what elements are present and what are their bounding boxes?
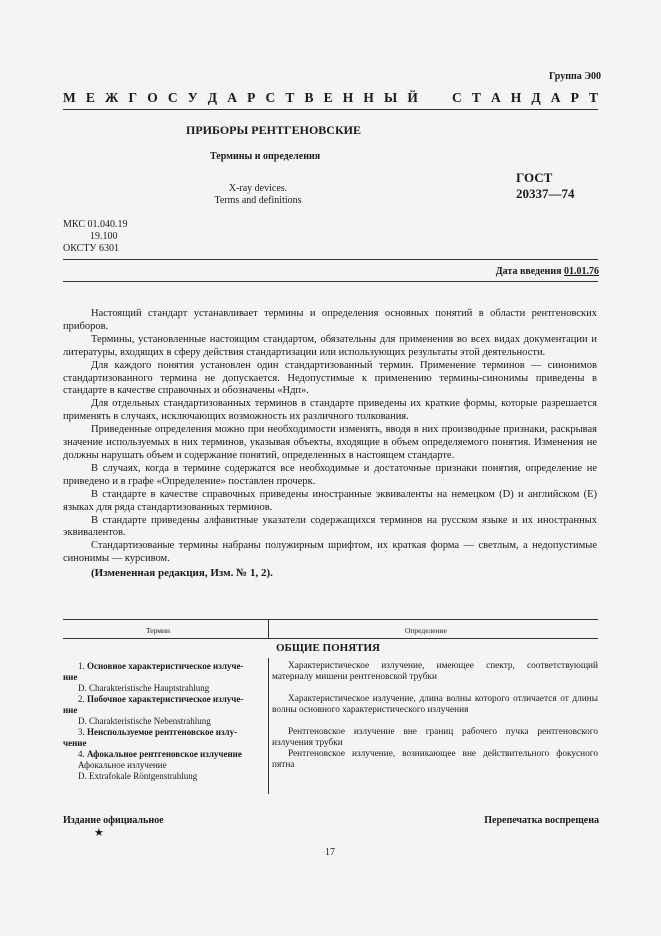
header-rule [63, 109, 598, 110]
date-rule [63, 281, 598, 282]
heading-letter: Е [85, 90, 95, 105]
gost-label: ГОСТ [516, 170, 553, 185]
heading-letter: О [147, 90, 158, 105]
definitions-column [272, 661, 598, 772]
term-name: Неиспользуемое рентгеновское излу- [87, 727, 238, 737]
gost-number: 20337—74 [516, 186, 575, 201]
date-label: Дата введения [495, 266, 562, 277]
heading-letter: Т [471, 90, 481, 105]
mks-code: МКС 01.040.19 [63, 219, 128, 230]
document-subtitle: Термины и определения [210, 151, 321, 162]
english-line-2: Terms and definitions [214, 195, 302, 206]
heading-letter: Н [363, 90, 374, 105]
heading-letter: Т [285, 90, 295, 105]
term-name-cont: ние [63, 705, 78, 715]
term-number: 2. [78, 694, 85, 704]
column-header-definition: Определение [405, 626, 447, 635]
page-number: 17 [325, 847, 335, 858]
paragraph: В стандарте в качестве справочных приведены иностранные эквиваленты на немецком (D) и английском (E) языках для ряда стандартизованных терминов. [63, 488, 597, 513]
paragraph: В случаях, когда в термине содержатся все необходимые и достаточные признаки понятия, определение не приведено и в графе «Определение» поставлен прочерк. [63, 462, 597, 487]
term-row [63, 694, 266, 705]
interstate-word [63, 90, 418, 106]
heading-letter: С [265, 90, 276, 105]
term-name: Основное характеристическое излуче- [87, 661, 244, 671]
heading-letter: Р [247, 90, 256, 105]
heading-letter: А [227, 90, 237, 105]
heading-letter: Й [407, 90, 418, 105]
term-row [63, 661, 266, 672]
heading-letter: Р [570, 90, 579, 105]
term-number: 3. [78, 727, 85, 737]
heading-letter: Д [207, 90, 218, 105]
terms-column [63, 661, 266, 782]
paragraph: Для каждого понятия установлен один стандартизованный термин. Применение терминов — синонимов стандартизованного термина не допускается. Недопустимые к применению термины-синонимы приведены в стандарте в качестве справочных и обозначены «Ндп». [63, 359, 597, 397]
table-divider [268, 658, 269, 794]
heading-letter: С [167, 90, 178, 105]
english-line-1: X-ray devices. [228, 183, 288, 194]
term-number: 4. [78, 749, 85, 759]
paragraph: Для отдельных стандартизованных терминов в стандарте приведены их краткие формы, которые разрешается применять в случаях, исключающих возможность их различного толкования. [63, 398, 597, 423]
table-head-rule [63, 638, 598, 639]
reprint-notice: Перепечатка воспрещена [484, 815, 599, 826]
definition: Рентгеновское излучение, возникающее вне действительного фокусного пятна [272, 749, 598, 771]
group-label: Группа Э00 [549, 71, 601, 82]
heading-letter: Н [342, 90, 354, 105]
heading-letter: С [452, 90, 462, 105]
mks-code-2: 19.100 [90, 231, 118, 242]
term-name-cont: ние [63, 672, 78, 682]
paragraph: Стандартизованые термины набраны полужирным шрифтом, их краткая форма — светлым, а недопустимые синонимы — курсивом. [63, 540, 597, 565]
term-equivalent: D. Charakteristische Nebenstrahlung [78, 716, 211, 726]
english-title [213, 183, 303, 207]
star-icon: ★ [94, 827, 104, 839]
heading-letter: М [63, 90, 76, 105]
term-equivalent: D. Extrafokale Röntgenstrahlung [78, 771, 198, 781]
heading-letter: В [304, 90, 314, 105]
table-top-rule [63, 619, 598, 620]
okstu-code: ОКСТУ 6301 [63, 243, 120, 254]
introduction-text [63, 308, 597, 580]
heading-letter: А [550, 90, 561, 105]
column-header-term: Термин [146, 626, 171, 635]
term-number: 1. [78, 661, 85, 671]
term-row [63, 749, 266, 760]
term-name: Афокальное рентгеновское излучение [87, 749, 242, 759]
heading-letter: Е [323, 90, 333, 105]
definition: Характеристическое излучение, имеющее спектр, соответствующий материалу мишени рентгеновской трубки [272, 661, 598, 683]
date-value: 01.01.76 [564, 266, 599, 277]
term-name: Побочное характеристическое излуче- [87, 694, 244, 704]
paragraph: Приведенные определения можно при необходимости изменять, вводя в них производные признаки, раскрывая значение используемых в них терминов, указывая объекты, входящие в объем определяемого понятия. Изменения не должны нарушать объем и содержание понятий, определенных в настоящем стандарте. [63, 424, 597, 461]
term-row [63, 727, 266, 738]
term-equivalent: D. Charakteristische Hauptstrahlung [78, 683, 210, 693]
heading-letter: Н [510, 90, 522, 105]
revision-note: (Измененная редакция, Изм. № 1, 2). [91, 567, 273, 580]
heading-letter: Ы [384, 90, 398, 105]
heading-letter: Д [531, 90, 541, 105]
upper-rule [63, 259, 598, 260]
classification-codes [63, 219, 127, 255]
heading-letter: У [187, 90, 198, 105]
standard-word [452, 90, 598, 106]
effective-date [496, 266, 599, 277]
paragraph: Настоящий стандарт устанавливает термины и определения основных понятий в области рентгеновских приборов. [63, 308, 597, 332]
gost-designation [516, 170, 575, 202]
table-divider [268, 619, 269, 638]
heading-letter: Т [588, 90, 598, 105]
heading-letter: А [490, 90, 501, 105]
heading-letter: Ж [105, 90, 119, 105]
paragraph: В стандарте приведены алфавитные указатели содержащихся терминов на русском языке и их иностранных эквивалентов. [63, 514, 597, 539]
section-title: ОБЩИЕ ПОНЯТИЯ [276, 642, 381, 654]
heading-letter: Г [128, 90, 138, 105]
document-title: ПРИБОРЫ РЕНТГЕНОВСКИЕ [186, 123, 361, 137]
paragraph: Термины, установленные настоящим стандартом, обязательны для применения во всех видах документации и литературы, входящих в сферу действия стандартизации или использующих результаты этой деятельности. [63, 333, 597, 358]
definition: Рентгеновское излучение вне границ рабочего пучка рентгеновского излучения трубки [272, 727, 598, 749]
term-name-cont: чение [63, 738, 87, 748]
term-short-form: Афокальное излучение [78, 760, 167, 770]
official-edition-label: Издание официальное [63, 815, 164, 826]
definition: Характеристическое излучение, длина волны которого отличается от длины волны основного характеристического излучения [272, 694, 598, 716]
